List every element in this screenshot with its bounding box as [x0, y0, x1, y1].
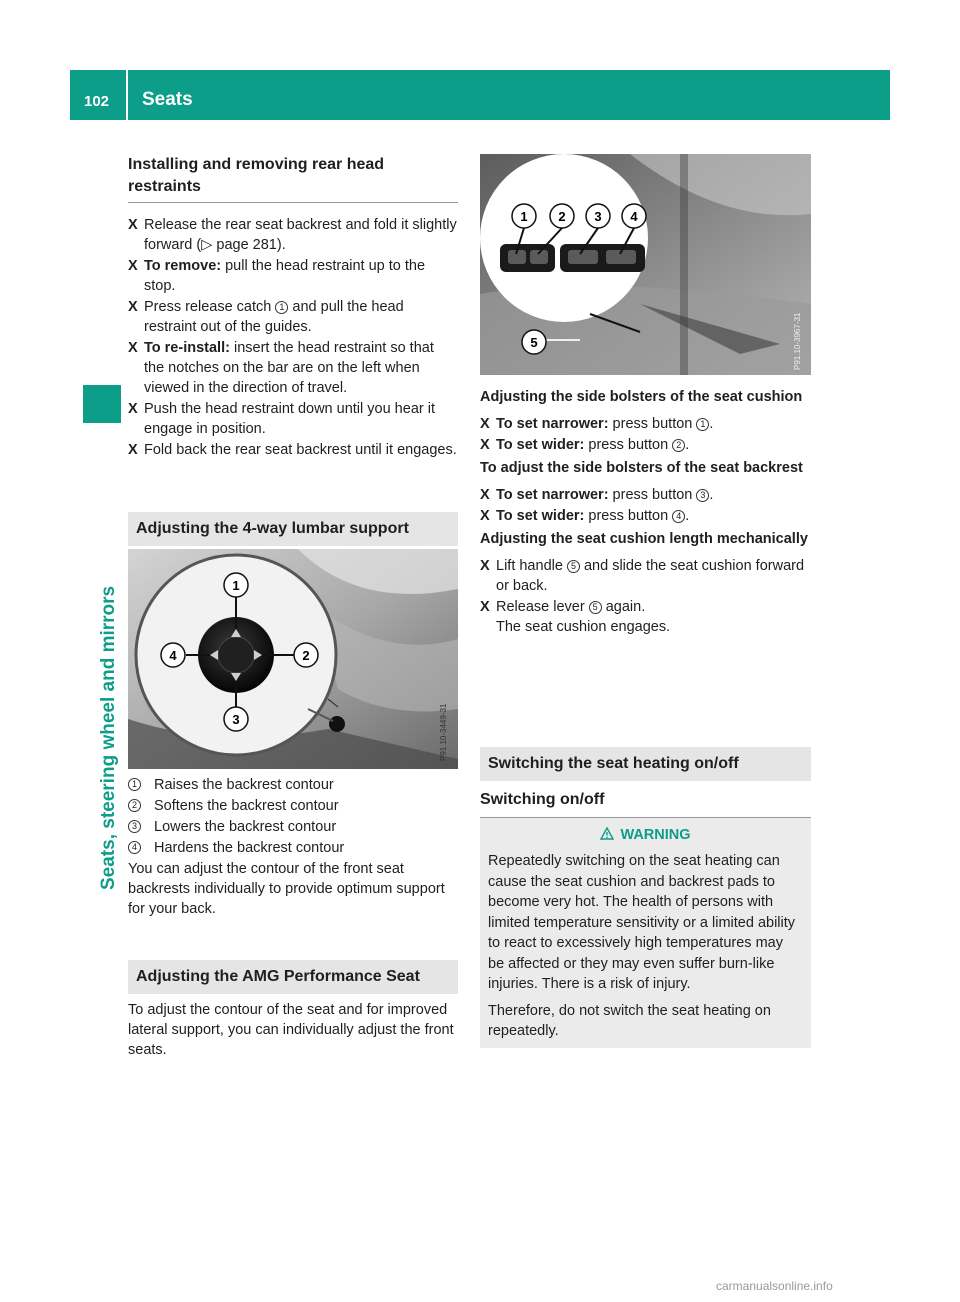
backrest-bolsters-heading: To adjust the side bolsters of the seat backrest	[480, 460, 803, 476]
lumbar-support-figure	[128, 549, 458, 769]
callout-2-label: 2	[558, 209, 566, 224]
step-arrow-icon: X	[480, 599, 490, 615]
callout-3-label: 3	[594, 209, 602, 224]
step-arrow-icon: X	[480, 558, 490, 574]
callout-number: 4	[672, 510, 685, 523]
amg-section	[128, 960, 458, 1060]
legend-item	[128, 838, 458, 858]
callout-number: 2	[128, 799, 141, 812]
head-restraint-step: X Push the head restraint down until you hear it engage in position.	[128, 401, 435, 437]
callout-5-label: 5	[530, 335, 538, 350]
legend-item	[128, 817, 458, 837]
head-restraint-step: X To remove: pull the head restraint up to the stop.	[128, 258, 426, 294]
callout-number: 4	[128, 841, 141, 854]
header-divider	[126, 70, 128, 120]
header-bar	[70, 70, 890, 120]
head-restraints-steps	[128, 215, 458, 460]
cushion-length-heading: Adjusting the seat cushion length mechanically	[480, 531, 808, 547]
step-arrow-icon: X	[480, 508, 490, 524]
step-action-label: To remove:	[144, 258, 222, 274]
lumbar-section	[128, 512, 458, 546]
legend-text: Raises the backrest contour	[154, 777, 334, 793]
callout-number: 3	[696, 489, 709, 502]
side-bolster-illustration	[480, 154, 811, 375]
callout-4-label: 4	[169, 648, 177, 663]
callout-number: 5	[567, 560, 580, 573]
step-arrow-icon: X	[128, 299, 138, 315]
head-restraints-heading: Installing and removing rear head restraints	[128, 154, 458, 203]
figure-code: P91.10-3967-31	[793, 312, 802, 370]
callout-1-label: 1	[520, 209, 528, 224]
watermark: carmanualsonline.info	[716, 1279, 833, 1293]
callout-1-label: 1	[232, 578, 240, 593]
step-result: The seat cushion engages.	[496, 619, 671, 635]
step-arrow-icon: X	[128, 442, 138, 458]
callout-number: 1	[696, 418, 709, 431]
seat-heating-heading: Switching the seat heating on/off	[480, 747, 811, 781]
left-column	[128, 154, 458, 461]
lumbar-paragraph: You can adjust the contour of the front seat backrests individually to provide optimum support for your back.	[128, 861, 445, 917]
side-bolster-figure	[480, 154, 811, 375]
cushion-length-step: X Release lever 5 again. The seat cushion engages.	[480, 599, 671, 635]
callout-number: 1	[128, 778, 141, 791]
amg-heading: Adjusting the AMG Performance Seat	[128, 960, 458, 994]
step-arrow-icon: X	[480, 416, 490, 432]
callout-4-label: 4	[630, 209, 638, 224]
callout-number: 5	[589, 601, 602, 614]
legend-item	[128, 775, 458, 795]
step-arrow-icon: X	[128, 217, 138, 233]
legend-text: Lowers the backrest contour	[154, 819, 337, 835]
warning-text: Repeatedly switching on the seat heating can cause the seat cushion and backrest pads to become very hot. The health of persons with limited temperature sensitivity or a limited ability to react to excessively high temperatures may be affected or they may even suffer burn-like injuries. There is a risk of injury.	[488, 853, 796, 992]
step-action-label: To set wider:	[496, 437, 585, 453]
legend-text: Hardens the backrest contour	[154, 840, 345, 856]
warning-header	[488, 825, 803, 845]
backrest-bolster-step: X To set wider: press button 4 .	[480, 508, 690, 524]
step-action-label: To set narrower:	[496, 416, 609, 432]
warning-advice: Therefore, do not switch the seat heating on repeatedly.	[488, 1002, 771, 1039]
figure-code: P91.10-3449-31	[439, 703, 448, 761]
step-action-label: To set wider:	[496, 508, 585, 524]
step-arrow-icon: X	[480, 437, 490, 453]
page-number: 102	[84, 93, 110, 110]
cushion-length-step: X Lift handle 5 and slide the seat cushion forward or back.	[480, 558, 805, 594]
amg-paragraph: To adjust the contour of the seat and for improved lateral support, you can individually adjust the front seats.	[128, 1002, 454, 1058]
lumbar-heading: Adjusting the 4-way lumbar support	[128, 512, 458, 546]
step-arrow-icon: X	[128, 258, 138, 274]
step-arrow-icon: X	[480, 487, 490, 503]
cushion-bolsters-heading: Adjusting the side bolsters of the seat cushion	[480, 389, 803, 405]
warning-triangle-icon	[600, 827, 614, 840]
callout-2-label: 2	[302, 648, 310, 663]
callout-3-label: 3	[232, 712, 240, 727]
warning-label: WARNING	[620, 827, 691, 843]
step-arrow-icon: X	[128, 340, 138, 356]
heating-section	[480, 747, 811, 818]
warning-box	[480, 818, 811, 1048]
callout-number: 3	[128, 820, 141, 833]
side-tab-marker	[83, 385, 121, 423]
right-column	[480, 387, 811, 638]
step-action-label: To re-install:	[144, 340, 230, 356]
head-restraint-step: X Press release catch 1 and pull the head restraint out of the guides.	[128, 299, 404, 335]
head-restraint-step: X Fold back the rear seat backrest until it engages.	[128, 442, 457, 458]
cushion-bolster-step: X To set wider: press button 2 .	[480, 437, 690, 453]
legend-text: Softens the backrest contour	[154, 798, 339, 814]
backrest-bolster-step: X To set narrower: press button 3 .	[480, 487, 714, 503]
side-chapter-label: Seats, steering wheel and mirrors	[98, 585, 119, 890]
step-action-label: To set narrower:	[496, 487, 609, 503]
section-title: Seats	[142, 89, 193, 110]
lumbar-illustration	[128, 549, 458, 769]
head-restraint-step: X To re-install: insert the head restraint so that the notches on the bar are on the left when viewed in the direction of travel.	[128, 340, 434, 396]
callout-number: 1	[275, 301, 288, 314]
callout-number: 2	[672, 439, 685, 452]
head-restraint-step: X Release the rear seat backrest and fold it slightly forward (▷ page 281).	[128, 217, 457, 253]
step-arrow-icon: X	[128, 401, 138, 417]
cushion-bolster-step: X To set narrower: press button 1 .	[480, 416, 714, 432]
legend-item	[128, 796, 458, 816]
switching-subheading: Switching on/off	[480, 789, 811, 818]
lumbar-legend	[128, 775, 458, 919]
